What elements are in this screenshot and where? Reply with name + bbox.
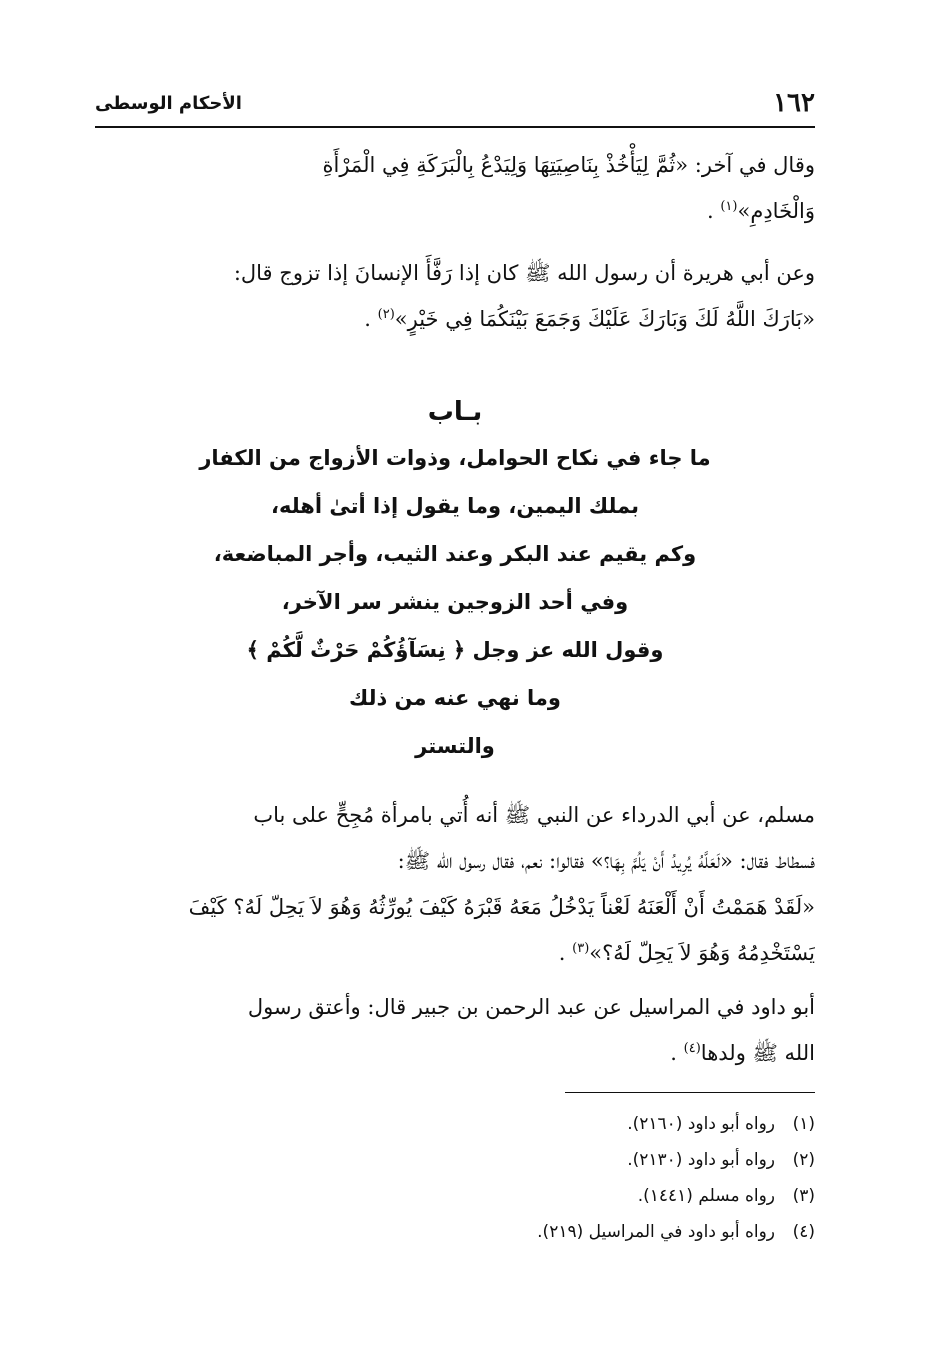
footnote-text: رواه أبو داود (٢١٦٠).	[627, 1114, 775, 1134]
book-page	[95, 80, 815, 1330]
footnote-item	[95, 1214, 815, 1250]
chapter-title-line: وقول الله عز وجل ﴿ نِسَآؤُكُمْ حَرْثٌ لَّكُمْ ﴾	[246, 638, 664, 662]
running-title: الأحكام الوسطى	[95, 93, 242, 114]
header-divider	[95, 126, 815, 128]
paragraph-line-last	[95, 930, 815, 976]
paragraph-line: وعن أبي هريرة أن رسول الله ﷺ كان إذا رَفَّأَ الإنسانَ إذا تزوج قال:	[233, 261, 815, 285]
paragraph-line: «لَقَدْ هَمَمْتُ أَنْ أَلْعَنَهُ لَعْناً يَدْخُلُ مَعَهُ قَبْرَهُ كَيْفَ يُورِّثُهُ وَهُوَ لاَ يَحِلّ لَهُ؟ كَيْفَ	[188, 895, 815, 919]
chapter-title-line: بملك اليمين، وما يقول إذا أتىٰ أهله،	[270, 494, 639, 518]
paragraph-line-text: وَالْخَادِمِ»	[737, 199, 815, 223]
footnote-ref[interactable]: (٣)	[572, 941, 590, 956]
paragraph-2	[95, 250, 815, 342]
footnotes	[95, 1106, 815, 1250]
footnote-text: رواه أبو داود (٢١٣٠).	[627, 1150, 775, 1170]
chapter-heading	[95, 392, 815, 770]
footnote-number: (٢)	[792, 1150, 815, 1170]
paragraph-line: مسلم، عن أبي الدرداء عن النبي ﷺ أنه أُتي بامرأة مُجِحٍّ على باب	[253, 803, 815, 827]
chapter-title-line: وما نهي عنه من ذلك	[349, 686, 561, 710]
footnote-text: رواه أبو داود في المراسيل (٢١٩).	[537, 1222, 775, 1242]
footnote-text: رواه مسلم (١٤٤١).	[637, 1186, 775, 1206]
paragraph-tail: .	[364, 307, 378, 331]
footnote-number: (١)	[792, 1114, 815, 1134]
paragraph-tail: .	[670, 1041, 684, 1065]
paragraph-tail: .	[706, 199, 721, 223]
paragraph-line-last	[95, 296, 815, 342]
footnote-ref[interactable]: (٢)	[377, 307, 395, 322]
chapter-title-line: وفي أحد الزوجين ينشر سر الآخر،	[281, 590, 629, 614]
body-paragraph-1	[95, 792, 815, 976]
paragraph-tail: .	[558, 941, 573, 965]
footnote-item	[95, 1142, 815, 1178]
footnote-number: (٤)	[792, 1222, 815, 1242]
paragraph-line: فسطاط فقال: «لَعَلَّهُ يُرِيدُ أَنْ يَلُمَّ بِهَا؟» فقالوا: نعم، فقال رسول الله ﷺ:	[397, 849, 815, 873]
paragraph-line: وقال في آخر: «ثُمَّ لِيَأْخُذْ بِنَاصِيَتِهَا وَلِيَدْعُ بِالْبَرَكَةِ فِي الْمَرْأَةِ	[322, 153, 815, 177]
paragraph-line: أبو داود في المراسيل عن عبد الرحمن بن جبير قال: وأعتق رسول	[247, 995, 815, 1019]
footnote-ref[interactable]: (٤)	[683, 1041, 701, 1056]
page-header	[95, 80, 815, 124]
footnote-divider	[565, 1092, 815, 1093]
footnote-item	[95, 1178, 815, 1214]
body-paragraph-2	[95, 984, 815, 1076]
footnote-ref[interactable]: (١)	[720, 199, 738, 214]
chapter-label: بـاب	[427, 397, 483, 427]
paragraph-line-last	[95, 188, 815, 234]
paragraph-line-text: يَسْتَخْدِمُهُ وَهُوَ لاَ يَحِلّ لَهُ؟»	[589, 941, 815, 965]
page-number: ١٦٢	[773, 88, 815, 118]
paragraph-line-last	[95, 1030, 815, 1076]
paragraph-line-text: الله ﷺ ولدها	[700, 1041, 815, 1065]
chapter-title-line: ما جاء في نكاح الحوامل، وذوات الأزواج من الكفار	[199, 446, 711, 470]
chapter-title-line: والتستر	[415, 734, 495, 758]
paragraph-1	[95, 142, 815, 234]
paragraph-line-text: «بَارَكَ اللَّهُ لَكَ وَبَارَكَ عَلَيْكَ وَجَمَعَ بَيْنَكُمَا فِي خَيْرٍ»	[394, 307, 815, 331]
chapter-title-line: وكم يقيم عند البكر وعند الثيب، وأجر المباضعة،	[213, 542, 697, 566]
footnote-number: (٣)	[792, 1186, 815, 1206]
footnote-item	[95, 1106, 815, 1142]
